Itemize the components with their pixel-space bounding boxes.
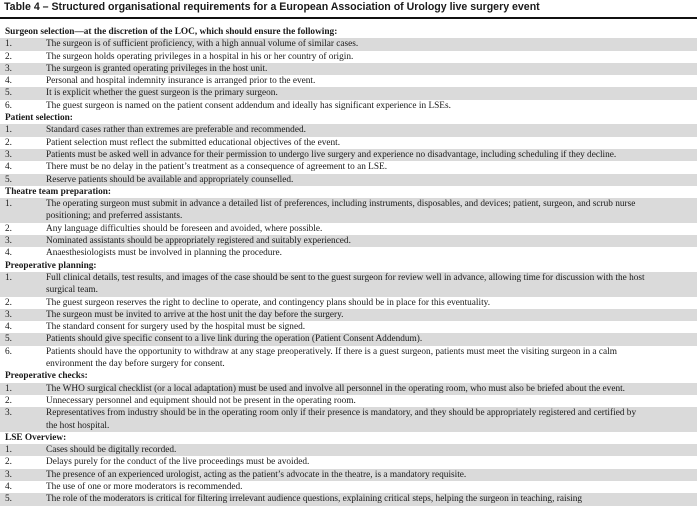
table-row	[0, 161, 697, 173]
table-row	[0, 493, 697, 505]
row-text: The guest surgeon reserves the right to decline to operate, and contingency plans should be in place for this eventuality.	[46, 297, 491, 308]
row-number: 2.	[5, 223, 12, 234]
section-heading: Preoperative checks:	[5, 371, 88, 382]
table-row	[0, 469, 697, 481]
row-number: 6.	[5, 100, 12, 111]
table-row	[0, 223, 697, 235]
table-row	[0, 87, 697, 99]
row-number: 5.	[5, 494, 12, 505]
row-number: 3.	[5, 236, 12, 247]
table-row	[0, 297, 697, 309]
row-text: Representatives from industry should be in the operating room only if their presence is mandatory, and they should be appropriately registered and certified by the host hospital.	[46, 408, 637, 431]
section-heading: Surgeon selection—at the discretion of the LOC, which should ensure the following:	[5, 27, 338, 37]
row-number: 4.	[5, 76, 12, 87]
table-row	[0, 149, 697, 161]
table-title: Table 4 – Structured organisational requirements for a European Association of Urology live surgery event	[4, 1, 540, 13]
row-number: 5.	[5, 174, 12, 185]
row-text: Patient selection must reflect the submitted educational objectives of the event.	[46, 137, 341, 148]
row-number: 1.	[5, 39, 12, 50]
row-text: Personal and hospital indemnity insurance is arranged prior to the event.	[46, 76, 316, 87]
row-number: 3.	[5, 63, 12, 74]
row-number: 4.	[5, 481, 12, 492]
row-number: 3.	[5, 469, 12, 480]
row-text: Patients should have the opportunity to withdraw at any stage preoperatively. If there is a guest surgeon, patients must meet the visiting surgeon in a calm environment the day before surgery for consent.	[46, 346, 617, 370]
requirements-table	[0, 26, 697, 506]
table-row	[0, 235, 697, 247]
row-number: 3.	[5, 408, 12, 419]
table-row	[0, 38, 697, 50]
row-text: The WHO surgical checklist (or a local adaptation) must be used and involve all personnel in the operating room, who must also be briefed about the event.	[46, 383, 625, 394]
row-number: 3.	[5, 309, 12, 320]
row-text: Any language difficulties should be foreseen and avoided, where possible.	[46, 223, 323, 234]
table-row	[0, 75, 697, 87]
row-text: The role of the moderators is critical for filtering irrelevant audience questions, explaining critical steps, helping the surgeon in teaching, raising	[46, 494, 583, 505]
table-row	[0, 309, 697, 321]
table-row	[0, 321, 697, 333]
row-number: 1.	[5, 272, 12, 283]
table-row	[0, 63, 697, 75]
section-heading: Theatre team preparation:	[5, 186, 112, 197]
table-row	[0, 174, 697, 186]
row-number: 2.	[5, 395, 12, 406]
table-row	[0, 51, 697, 63]
table-row	[0, 395, 697, 407]
row-number: 3.	[5, 149, 12, 160]
row-number: 5.	[5, 334, 12, 345]
table-row	[0, 100, 697, 112]
row-text: It is explicit whether the guest surgeon is the primary surgeon.	[46, 88, 278, 99]
row-number: 2.	[5, 51, 12, 62]
table-row	[0, 456, 697, 468]
row-text: Nominated assistants should be appropriately registered and suitably experienced.	[46, 236, 351, 247]
row-text: Reserve patients should be available and appropriately counselled.	[46, 174, 294, 185]
row-text: The use of one or more moderators is recommended.	[46, 481, 243, 492]
row-text: Unnecessary personnel and equipment should not be present in the operating room.	[46, 395, 356, 406]
section-heading: Patient selection:	[5, 113, 73, 124]
row-number: 6.	[5, 346, 12, 357]
row-text: Patients should give specific consent to a live link during the operation (Patient Consent Addendum).	[46, 334, 423, 345]
section-heading: LSE Overview:	[5, 432, 67, 443]
title-rule	[0, 17, 697, 19]
row-number: 1.	[5, 199, 12, 210]
row-number: 2.	[5, 137, 12, 148]
table-row	[0, 383, 697, 395]
row-text: The presence of an experienced urologist, acting as the patient’s advocate in the theatre, is a mandatory requisite.	[46, 469, 467, 480]
row-text: Anaesthesiologists must be involved in planning the procedure.	[46, 248, 282, 259]
row-text: Delays purely for the conduct of the live proceedings must be avoided.	[46, 457, 310, 468]
table-row	[0, 481, 697, 493]
table-row	[0, 137, 697, 149]
row-text: The surgeon must be invited to arrive at the host unit the day before the surgery.	[46, 309, 344, 320]
row-text: The operating surgeon must submit in advance a detailed list of preferences, including instruments, disposables, and devices; patient, surgeon, and scrub nurse positioning; and preferred assistants.	[46, 199, 636, 222]
row-text: The standard consent for surgery used by the hospital must be signed.	[46, 322, 306, 333]
table-row	[0, 247, 697, 259]
row-number: 1.	[5, 383, 12, 394]
table-row	[0, 272, 697, 297]
row-number: 5.	[5, 88, 12, 99]
table-row	[0, 444, 697, 456]
row-text: Standard cases rather than extremes are preferable and recommended.	[46, 125, 306, 136]
table-row	[0, 346, 697, 371]
table-row	[0, 124, 697, 136]
table-row	[0, 198, 697, 223]
row-number: 1.	[5, 125, 12, 136]
row-text: Cases should be digitally recorded.	[46, 445, 177, 456]
section-heading: Preoperative planning:	[5, 260, 97, 271]
row-text: The guest surgeon is named on the patient consent addendum and ideally has significant experience in LSEs.	[46, 100, 451, 111]
row-number: 2.	[5, 457, 12, 468]
row-number: 4.	[5, 248, 12, 259]
row-text: Full clinical details, test results, and images of the case should be sent to the guest surgeon for review well in advance, allowing time for discussion with the host surgical team.	[46, 272, 645, 296]
row-text: The surgeon holds operating privileges in a hospital in his or her country of origin.	[46, 51, 354, 62]
row-number: 2.	[5, 297, 12, 308]
row-text: There must be no delay in the patient’s treatment as a consequence of agreement to an LSE.	[46, 162, 388, 173]
row-number: 4.	[5, 322, 12, 333]
table-row	[0, 333, 697, 345]
row-number: 1.	[5, 445, 12, 456]
row-text: The surgeon is granted operating privileges in the host unit.	[46, 63, 268, 74]
row-text: The surgeon is of sufficient proficiency, with a high annual volume of similar cases.	[46, 39, 359, 50]
row-number: 4.	[5, 162, 12, 173]
table-row	[0, 407, 697, 432]
row-text: Patients must be asked well in advance for their permission to undergo live surgery and experience no disadvantage, including scheduling if they decline.	[46, 149, 617, 160]
